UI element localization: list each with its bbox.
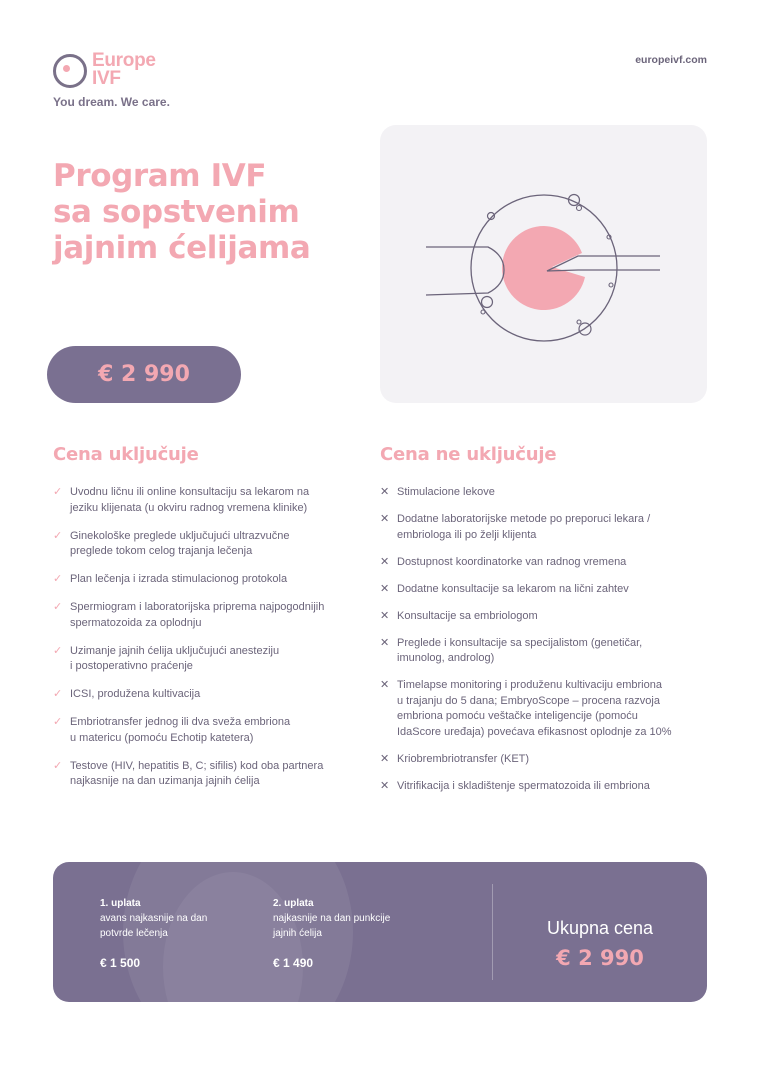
excluded-list [380, 485, 680, 794]
check-icon: ✓ [53, 716, 63, 728]
brand-name-line-1: Europe [92, 50, 156, 71]
cross-icon: ✕ [380, 513, 390, 525]
excluded-item-line: Dodatne konsultacije sa lekarom na lični zahtev [397, 582, 629, 595]
excluded-item-line: Preglede i konsultacije sa specijalistom (genetičar, [397, 636, 643, 649]
included-item [53, 485, 353, 516]
included-item-line: i postoperativno praćenje [70, 660, 193, 672]
total-label: Ukupna cena [546, 918, 654, 938]
included-list [53, 485, 353, 790]
excluded-item-line: embriologa ili po želji klijenta [397, 528, 537, 541]
excluded-item [380, 512, 680, 543]
included-item-line: spermatozoida za oplodnju [70, 616, 202, 629]
included-item [53, 759, 353, 790]
included-item [53, 600, 353, 631]
included-item-line: Embriotransfer jednog ili dva sveža embriona [70, 716, 291, 728]
excluded-item-line: IdaScore uređaja) povećava efikasnost oplodnje za 10% [397, 725, 672, 738]
payment-card [53, 862, 707, 1002]
included-item-line: Plan lečenja i izrada stimulacionog protokola [70, 573, 288, 585]
excluded-item-line: Kriobrembriotransfer (KET) [397, 752, 530, 765]
included-item-line: u matericu (pomoću Echotip katetera) [70, 731, 254, 744]
payment-1-desc-line: avans najkasnije na dan [100, 913, 208, 924]
total-value: € 2 990 [556, 946, 644, 970]
payment-2 [273, 896, 391, 970]
payment-1-desc-line: potvrde lečenja [100, 928, 168, 939]
title-line-2: sa sopstvenim [53, 194, 300, 230]
check-icon: ✓ [53, 573, 63, 585]
excluded-item [380, 609, 680, 625]
page-title [53, 158, 353, 266]
cross-icon: ✕ [380, 752, 390, 765]
brand-tagline: You dream. We care. [53, 95, 170, 109]
excluded-item [380, 752, 680, 768]
included-item [53, 687, 353, 703]
included-item [53, 572, 353, 588]
price-badge: € 2 990 [47, 346, 241, 403]
included-item-line: jeziku klijenata (u okviru radnog vremena klinike) [70, 501, 308, 514]
icsi-illustration [380, 125, 707, 403]
excluded-item [380, 555, 680, 571]
excluded-item-line: embriona pomoću veštačke inteligencije (pomoću [397, 710, 638, 722]
excluded-heading: Cena ne uključuje [380, 444, 557, 465]
excluded-item-line: Konsultacije sa embriologom [397, 609, 538, 622]
check-icon: ✓ [53, 644, 63, 657]
website-link[interactable]: europeivf.com [635, 54, 707, 66]
excluded-item [380, 582, 680, 598]
included-item-line: Uzimanje jajnih ćelija uključujući anesteziju [70, 644, 280, 657]
check-icon: ✓ [53, 601, 63, 613]
cross-icon: ✕ [380, 555, 390, 568]
included-item-line: Uvodnu ličnu ili online konsultaciju sa lekarom na [70, 486, 310, 498]
included-item-line: ICSI, produžena kultivacija [70, 688, 201, 700]
cross-icon: ✕ [380, 679, 390, 691]
cross-icon: ✕ [380, 779, 390, 792]
check-icon: ✓ [53, 759, 63, 772]
payment-2-desc-line: jajnih ćelija [273, 928, 322, 939]
excluded-item [380, 636, 680, 667]
excluded-item-line: Stimulacione lekove [397, 486, 495, 498]
excluded-item-line: Vitrifikacija i skladištenje spermatozoida ili embriona [397, 779, 650, 792]
brand-name [92, 52, 156, 88]
brand-name-line-2: IVF [92, 68, 121, 89]
title-line-3: jajnim ćelijama [53, 230, 311, 266]
cross-icon: ✕ [380, 636, 390, 649]
payment-2-desc-line: najkasnije na dan punkcije [273, 913, 391, 924]
included-item-line: Ginekološke preglede uključujući ultrazvučne [70, 529, 290, 542]
included-heading: Cena uključuje [53, 444, 199, 465]
excluded-item [380, 485, 680, 501]
excluded-section [380, 444, 680, 806]
payment-1 [100, 896, 208, 970]
check-icon: ✓ [53, 529, 63, 542]
included-section [53, 444, 353, 802]
included-item [53, 715, 353, 746]
excluded-item-line: Dostupnost koordinatorke van radnog vremena [397, 555, 627, 568]
check-icon: ✓ [53, 486, 63, 498]
cross-icon: ✕ [380, 486, 390, 498]
included-item-line: najkasnije na dan uzimanja jajnih ćelija [70, 775, 260, 787]
excluded-item [380, 779, 680, 795]
cross-icon: ✕ [380, 609, 390, 622]
excluded-item-line: imunolog, androlog) [397, 652, 495, 664]
payment-2-amount: € 1 490 [273, 956, 314, 970]
excluded-item-line: u trajanju do 5 dana; EmbryoScope – procena razvoja [397, 694, 660, 707]
included-item [53, 529, 353, 560]
included-item-line: preglede tokom celog trajanja lečenja [70, 545, 253, 557]
check-icon: ✓ [53, 688, 63, 700]
excluded-item [380, 678, 680, 740]
excluded-item-line: Dodatne laboratorijske metode po preporuci lekara / [397, 513, 651, 525]
included-item-line: Spermiogram i laboratorijska priprema najpogodnijih [70, 601, 325, 613]
egg-injection-icon [380, 125, 707, 403]
payment-2-label: 2. uplata [273, 898, 314, 909]
cross-icon: ✕ [380, 582, 390, 595]
excluded-item-line: Timelapse monitoring i produženu kultivaciju embriona [397, 679, 662, 691]
included-item [53, 644, 353, 675]
included-item-line: Testove (HIV, hepatitis B, C; sifilis) kod oba partnera [70, 759, 324, 772]
logo-circle-icon [53, 54, 87, 88]
title-line-1: Program IVF [53, 158, 267, 194]
payment-1-label: 1. uplata [100, 898, 141, 909]
payment-1-amount: € 1 500 [100, 956, 141, 970]
